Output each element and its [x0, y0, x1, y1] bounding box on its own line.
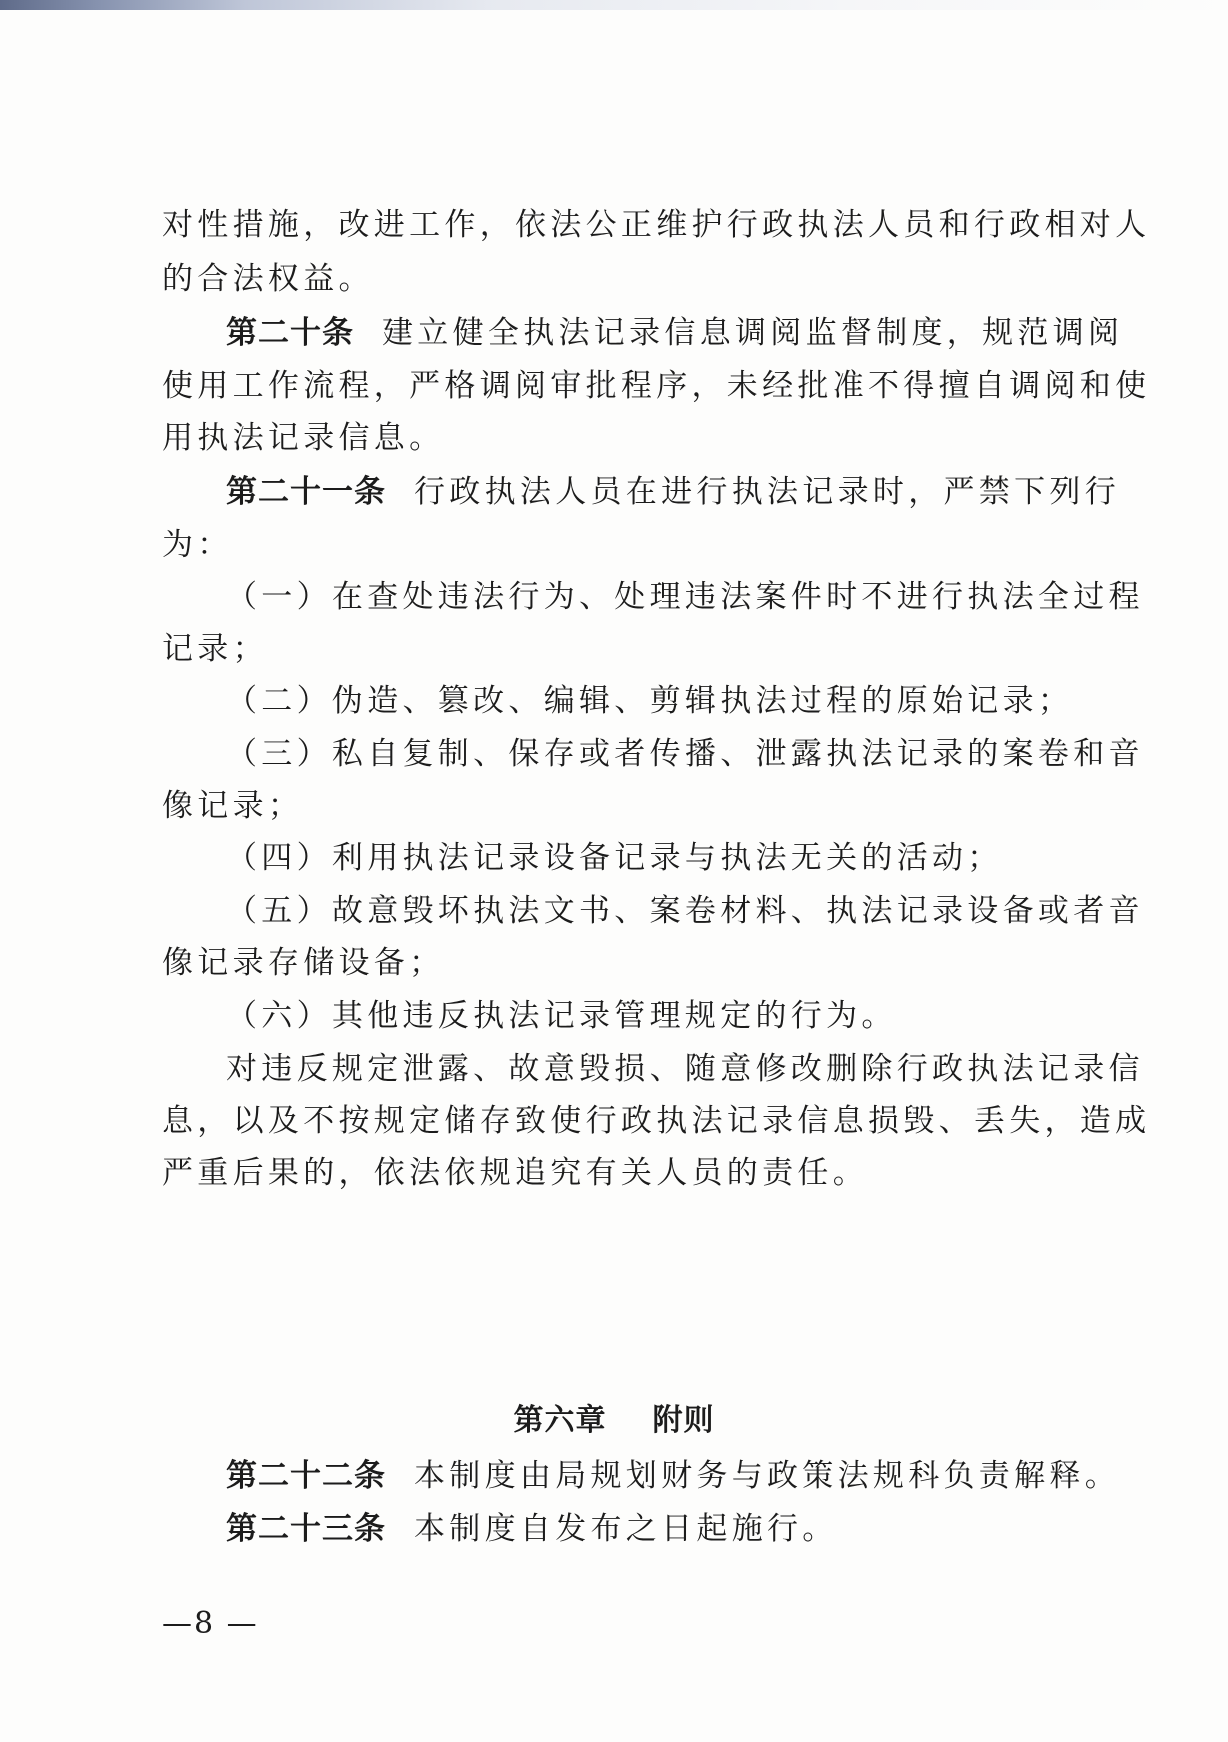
list-item-4: （四）利用执法记录设备记录与执法无关的活动；	[226, 840, 1003, 876]
paragraph-line: 像记录存储设备；	[162, 945, 445, 981]
list-item-3: （三）私自复制、保存或者传播、泄露执法记录的案卷和音	[226, 736, 1144, 772]
paragraph-line: 息，以及不按规定储存致使行政执法记录信息损毁、丢失，造成	[162, 1103, 1151, 1139]
paragraph-line: 对违反规定泄露、故意毁损、随意修改删除行政执法记录信	[226, 1051, 1144, 1087]
article-20: 第二十条 建立健全执法记录信息调阅监督制度，规范调阅	[226, 315, 1124, 351]
article-22-heading: 第二十二条	[226, 1458, 386, 1494]
paragraph-line: 记录；	[162, 631, 268, 667]
article-23-heading: 第二十三条	[226, 1511, 386, 1547]
paragraph-line: 像记录；	[162, 788, 304, 824]
article-21: 第二十一条 行政执法人员在进行执法记录时，严禁下列行	[226, 474, 1120, 510]
list-item-1: （一）在查处违法行为、处理违法案件时不进行执法全过程	[226, 579, 1144, 615]
list-item-5: （五）故意毁坏执法文书、案卷材料、执法记录设备或者音	[226, 893, 1144, 929]
paragraph-line: 严重后果的，依法依规追究有关人员的责任。	[162, 1155, 868, 1191]
chapter-title	[0, 1396, 1228, 1446]
paragraph-line: 使用工作流程，严格调阅审批程序，未经批准不得擅自调阅和使	[162, 368, 1151, 404]
article-20-heading: 第二十条	[226, 315, 354, 351]
paragraph-line: 对性措施，改进工作，依法公正维护行政执法人员和行政相对人	[162, 207, 1151, 243]
paragraph-line: 为：	[162, 527, 233, 563]
paragraph-line: 用执法记录信息。	[162, 420, 445, 456]
page-number: —8 —	[162, 1606, 259, 1641]
chapter-number: 第六章	[513, 1403, 607, 1438]
article-21-heading: 第二十一条	[226, 474, 386, 510]
paragraph-line: 的合法权益。	[162, 261, 374, 297]
article-23: 第二十三条 本制度自发布之日起施行。	[226, 1511, 838, 1547]
article-22: 第二十二条 本制度由局规划财务与政策法规科负责解释。	[226, 1458, 1120, 1494]
list-item-6: （六）其他违反执法记录管理规定的行为。	[226, 998, 897, 1034]
list-item-2: （二）伪造、篡改、编辑、剪辑执法过程的原始记录；	[226, 683, 1074, 719]
chapter-name: 附则	[652, 1403, 715, 1438]
